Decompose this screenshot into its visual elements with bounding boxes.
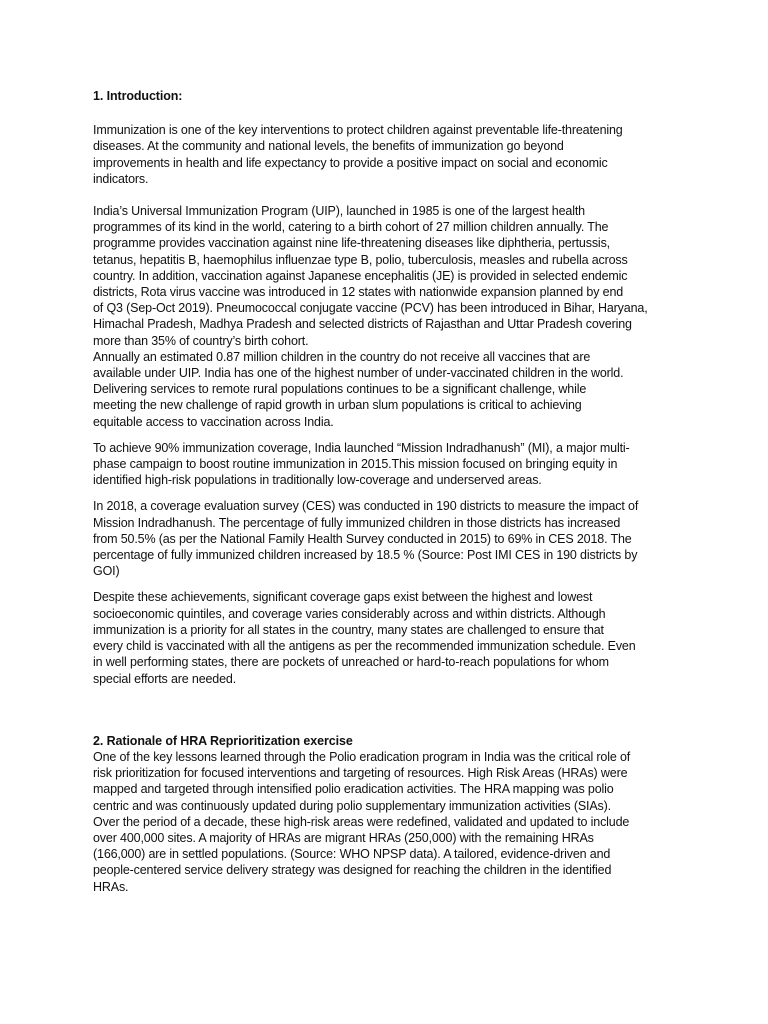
text-line: Delivering services to remote rural populations continues to be a significant challenge, while: [93, 382, 587, 397]
text-line: from 50.5% (as per the National Family Health Survey conducted in 2015) to 69% in CES 2018. The: [93, 531, 632, 546]
text-line: Mission Indradhanush. The percentage of fully immunized children in those districts has increased: [93, 515, 621, 530]
text-line: diseases. At the community and national levels, the benefits of immunization go beyond: [93, 139, 564, 154]
paragraph-intro: [93, 122, 681, 187]
text-line: Over the period of a decade, these high-risk areas were redefined, validated and updated to include: [93, 814, 630, 829]
text-line: programme provides vaccination against nine life-threatening diseases like diphtheria, pertussis,: [93, 236, 610, 251]
text-line: people-centered service delivery strategy was designed for reaching the children in the identified: [93, 863, 612, 878]
document-page: [93, 86, 681, 895]
text-line: more than 35% of country’s birth cohort.: [93, 333, 309, 348]
section-2-heading: 2. Rationale of HRA Reprioritization exercise: [93, 733, 353, 748]
paragraph-uip: [93, 203, 681, 349]
text-line: of Q3 (Sep-Oct 2019). Pneumococcal conjugate vaccine (PCV) has been introduced in Bihar, Haryana,: [93, 301, 648, 316]
text-line: In 2018, a coverage evaluation survey (CES) was conducted in 190 districts to measure the impact of: [93, 499, 639, 514]
paragraph-under-vaccinated: [93, 349, 681, 430]
text-line: districts, Rota virus vaccine was introduced in 12 states with nationwide expansion planned by end: [93, 285, 624, 300]
paragraph-coverage-gaps: [93, 589, 681, 686]
text-line: Immunization is one of the key interventions to protect children against preventable life-threatening: [93, 123, 623, 138]
text-line: (166,000) are in settled populations. (Source: WHO NPSP data). A tailored, evidence-driven and: [93, 847, 611, 862]
text-line: available under UIP. India has one of the highest number of under-vaccinated children in the world.: [93, 366, 624, 381]
section-1-heading: 1. Introduction:: [93, 89, 183, 103]
text-line: equitable access to vaccination across India.: [93, 414, 334, 429]
text-line: Himachal Pradesh, Madhya Pradesh and selected districts of Rajasthan and Uttar Pradesh covering: [93, 317, 632, 332]
text-line: risk prioritization for focused interventions and targeting of resources. High Risk Areas (HRAs) were: [93, 766, 628, 781]
text-line: India’s Universal Immunization Program (UIP), launched in 1985 is one of the largest health: [93, 204, 585, 219]
text-line: Annually an estimated 0.87 million children in the country do not receive all vaccines that are: [93, 349, 591, 364]
paragraph-mission-indradhanush: [93, 440, 681, 489]
text-line: identified high-risk populations in traditionally low-coverage and underserved areas.: [93, 473, 542, 488]
text-line: country. In addition, vaccination against Japanese encephalitis (JE) is provided in selected endemic: [93, 268, 628, 283]
text-line: socioeconomic quintiles, and coverage varies considerably across and within districts. Although: [93, 606, 606, 621]
paragraph-hra-rationale: [93, 749, 681, 895]
text-line: To achieve 90% immunization coverage, India launched “Mission Indradhanush” (MI), a major multi-: [93, 440, 630, 455]
text-line: phase campaign to boost routine immunization in 2015.This mission focused on bringing equity in: [93, 457, 618, 472]
text-line: centric and was continuously updated during polio supplementary immunization activities (SIAs).: [93, 798, 611, 813]
text-line: tetanus, hepatitis B, haemophilus influenzae type B, polio, tuberculosis, measles and rubella across: [93, 252, 628, 267]
text-line: indicators.: [93, 171, 149, 186]
text-line: improvements in health and life expectancy to provide a positive impact on social and economic: [93, 155, 608, 170]
text-line: meeting the new challenge of rapid growth in urban slum populations is critical to achieving: [93, 398, 582, 413]
text-line: immunization is a priority for all states in the country, many states are challenged to ensure that: [93, 622, 604, 637]
text-line: over 400,000 sites. A majority of HRAs are migrant HRAs (250,000) with the remaining HRAs: [93, 830, 594, 845]
text-line: in well performing states, there are pockets of unreached or hard-to-reach populations for whom: [93, 655, 609, 670]
text-line: GOI): [93, 564, 120, 579]
text-line: One of the key lessons learned through the Polio eradication program in India was the critical role of: [93, 749, 631, 764]
text-line: programmes of its kind in the world, catering to a birth cohort of 27 million children annually. The: [93, 220, 609, 235]
text-line: percentage of fully immunized children increased by 18.5 % (Source: Post IMI CES in 190 districts by: [93, 548, 638, 563]
text-line: every child is vaccinated with all the antigens as per the recommended immunization schedule. Even: [93, 639, 636, 654]
text-line: mapped and targeted through intensified polio eradication activities. The HRA mapping was polio: [93, 782, 614, 797]
text-line: HRAs.: [93, 879, 129, 894]
text-line: special efforts are needed.: [93, 671, 237, 686]
text-line: Despite these achievements, significant coverage gaps exist between the highest and lowest: [93, 590, 593, 605]
paragraph-ces-2018: [93, 498, 681, 579]
